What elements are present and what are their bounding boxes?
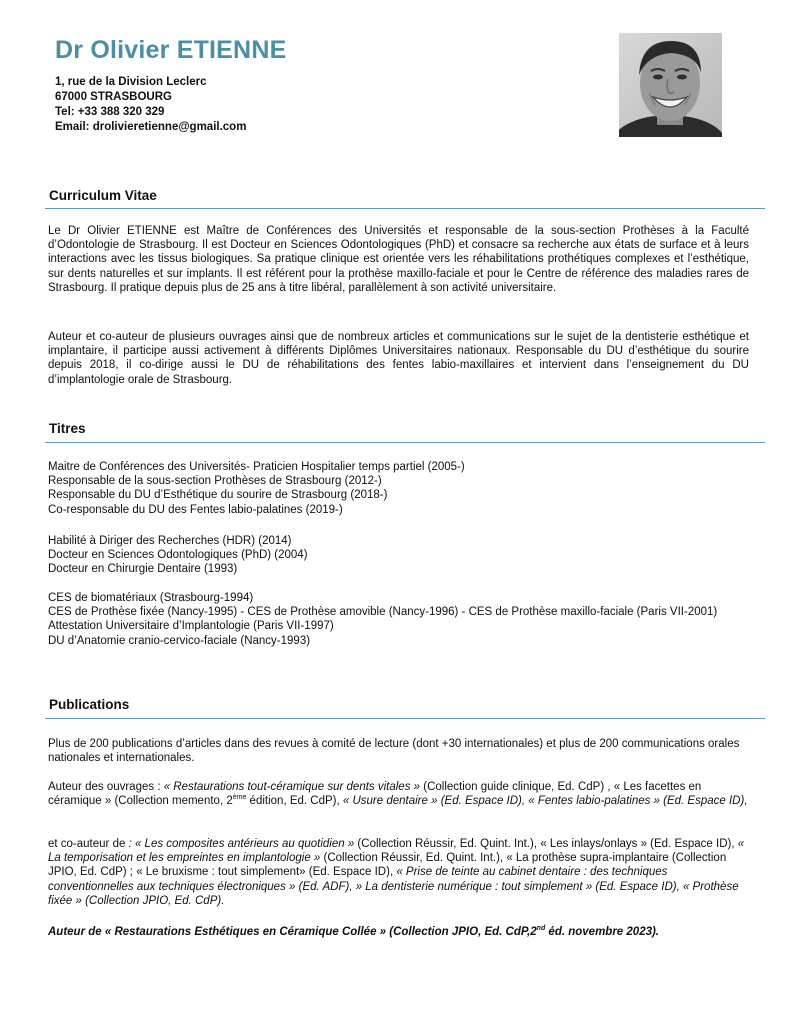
cv-paragraph-1: Le Dr Olivier ETIENNE est Maître de Conférences des Universités et responsable de la sous-section Prothèses à la Faculté d’Odontologie de Strasbourg. Il est Docteur en Sciences Odontologiques (PhD) et consacre sa recherche aux états de surface et à leurs interactions avec les tissus biologiques. Sa pratique clinique est orientée vers les réhabilitations prothétiques complexes et l’esthétique, sur dents naturelles et sur implants. Il est référent pour la prothèse maxillo-faciale et pour le Centre de référence des maladies rares de Strasbourg. Il pratique depuis plus de 25 ans à titre libéral, parallèlement à son activité universitaire. xyxy=(48,225,749,294)
titre-item: Responsable de la sous-section Prothèses de Strasbourg (2012-) xyxy=(48,475,382,488)
address-line-2: 67000 STRASBOURG xyxy=(55,91,172,103)
titre-item: Maitre de Conférences des Universités- Praticien Hospitalier temps partiel (2005-) xyxy=(48,461,465,473)
coauthor-title-1: : « Les composites antérieurs au quotidien » xyxy=(128,838,355,850)
titre-item: CES de biomatériaux (Strasbourg-1994) xyxy=(48,592,254,604)
highlight-text-1: Auteur de « Restaurations Esthétiques en Céramique Collée » (Collection JPIO, Ed. CdP,2 xyxy=(48,926,537,938)
highlight-text-2: éd. novembre 2023). xyxy=(545,926,660,938)
email-address: Email: drolivieretienne@gmail.com xyxy=(55,121,247,133)
phone-number: Tel: +33 388 320 329 xyxy=(55,106,165,118)
publications-coauthor-works xyxy=(48,837,753,908)
coauthor-details-2: (Collection Réussir, Ed. Quint. Int.), « La prothèse supra-implantaire (Collection JPIO, Ed. CdP) ; « Le bruxisme : tout simplement» (Ed. Espace ID), xyxy=(48,852,727,879)
author-details-1: (Collection guide clinique, Ed. CdP) , « Les facettes en céramique » (Collection memento, 2 xyxy=(48,781,702,808)
author-title-2: « Usure dentaire » (Ed. Espace ID), « Fentes labio-palatines » (Ed. Espace ID), xyxy=(342,795,748,808)
coauthor-title-3: « Prise de teinte au cabinet dentaire : des techniques conventionnelles aux techniques électroniques » (Ed. ADF), » La dentisterie numérique : tout simplement » (Ed. Espace ID), « Prothèse fixée » (Collection JPIO, Ed. CdP). xyxy=(48,866,739,907)
titre-item: DU d’Anatomie cranio-cervico-faciale (Nancy-1993) xyxy=(48,634,311,647)
publications-intro: Plus de 200 publications d’articles dans des revues à comité de lecture (dont +30 internationales) et plus de 200 communications orales nationales et internationales. xyxy=(48,738,740,765)
portrait-illustration xyxy=(619,33,722,137)
titres-group-degrees xyxy=(48,534,753,577)
titre-item: CES de Prothèse fixée (Nancy-1995) - CES de Prothèse amovible (Nancy-1996) - CES de Prothèse maxillo-faciale (Paris VII-2001) xyxy=(48,606,718,619)
section-divider-publications xyxy=(45,718,765,719)
titre-item: Docteur en Chirurgie Dentaire (1993) xyxy=(48,563,238,576)
portrait-photo xyxy=(619,33,722,137)
section-divider-titres xyxy=(45,442,765,443)
section-title-publications: Publications xyxy=(49,697,130,712)
coauthor-details-1: (Collection Réussir, Ed. Quint. Int.), « Les inlays/onlays » (Ed. Espace ID), xyxy=(354,838,738,850)
section-divider-cv xyxy=(45,208,765,209)
author-title-1: « Restaurations tout-céramique sur dents vitales » xyxy=(163,781,421,793)
doctor-name: Dr Olivier ETIENNE xyxy=(55,36,287,64)
address-line-1: 1, rue de la Division Leclerc xyxy=(55,76,207,88)
coauthor-prefix: et co-auteur de xyxy=(48,838,129,850)
titre-item: Co-responsable du DU des Fentes labio-palatines (2019-) xyxy=(48,503,343,516)
author-prefix: Auteur des ouvrages : xyxy=(48,781,164,793)
titres-group-positions xyxy=(48,460,753,517)
publications-highlight xyxy=(48,925,753,939)
publications-author-works xyxy=(48,780,753,808)
titres-group-certificates xyxy=(48,591,753,648)
titre-item: Docteur en Sciences Odontologiques (PhD) (2004) xyxy=(48,549,308,562)
author-details-2: édition, Ed. CdP), xyxy=(246,795,343,808)
highlight-superscript: nd xyxy=(536,925,546,933)
titre-item: Attestation Universitaire d’Implantologie (Paris VII-1997) xyxy=(48,620,334,633)
titre-item: Habilité à Diriger des Recherches (HDR) (2014) xyxy=(48,535,292,547)
coauthor-title-2: « La temporisation et les empreintes en implantologie » xyxy=(48,838,745,865)
section-title-cv: Curriculum Vitae xyxy=(49,188,157,203)
titre-item: Responsable du DU d’Esthétique du sourire de Strasbourg (2018-) xyxy=(48,489,388,502)
edition-superscript: ème xyxy=(232,794,247,802)
contact-block xyxy=(55,75,246,135)
section-title-titres: Titres xyxy=(49,421,86,436)
cv-paragraph-2: Auteur et co-auteur de plusieurs ouvrages ainsi que de nombreux articles et communications sur le sujet de la dentisterie esthétique et implantaire, il participe aussi activement à différents Diplômes Universitaires nationaux. Responsable du DU d’esthétique du sourire depuis 2018, il co-dirige aussi le DU de réhabilitations des fentes labio-maxillaires et intervient dans l’enseignement du DU d’implantologie orale de Strasbourg. xyxy=(48,331,749,386)
